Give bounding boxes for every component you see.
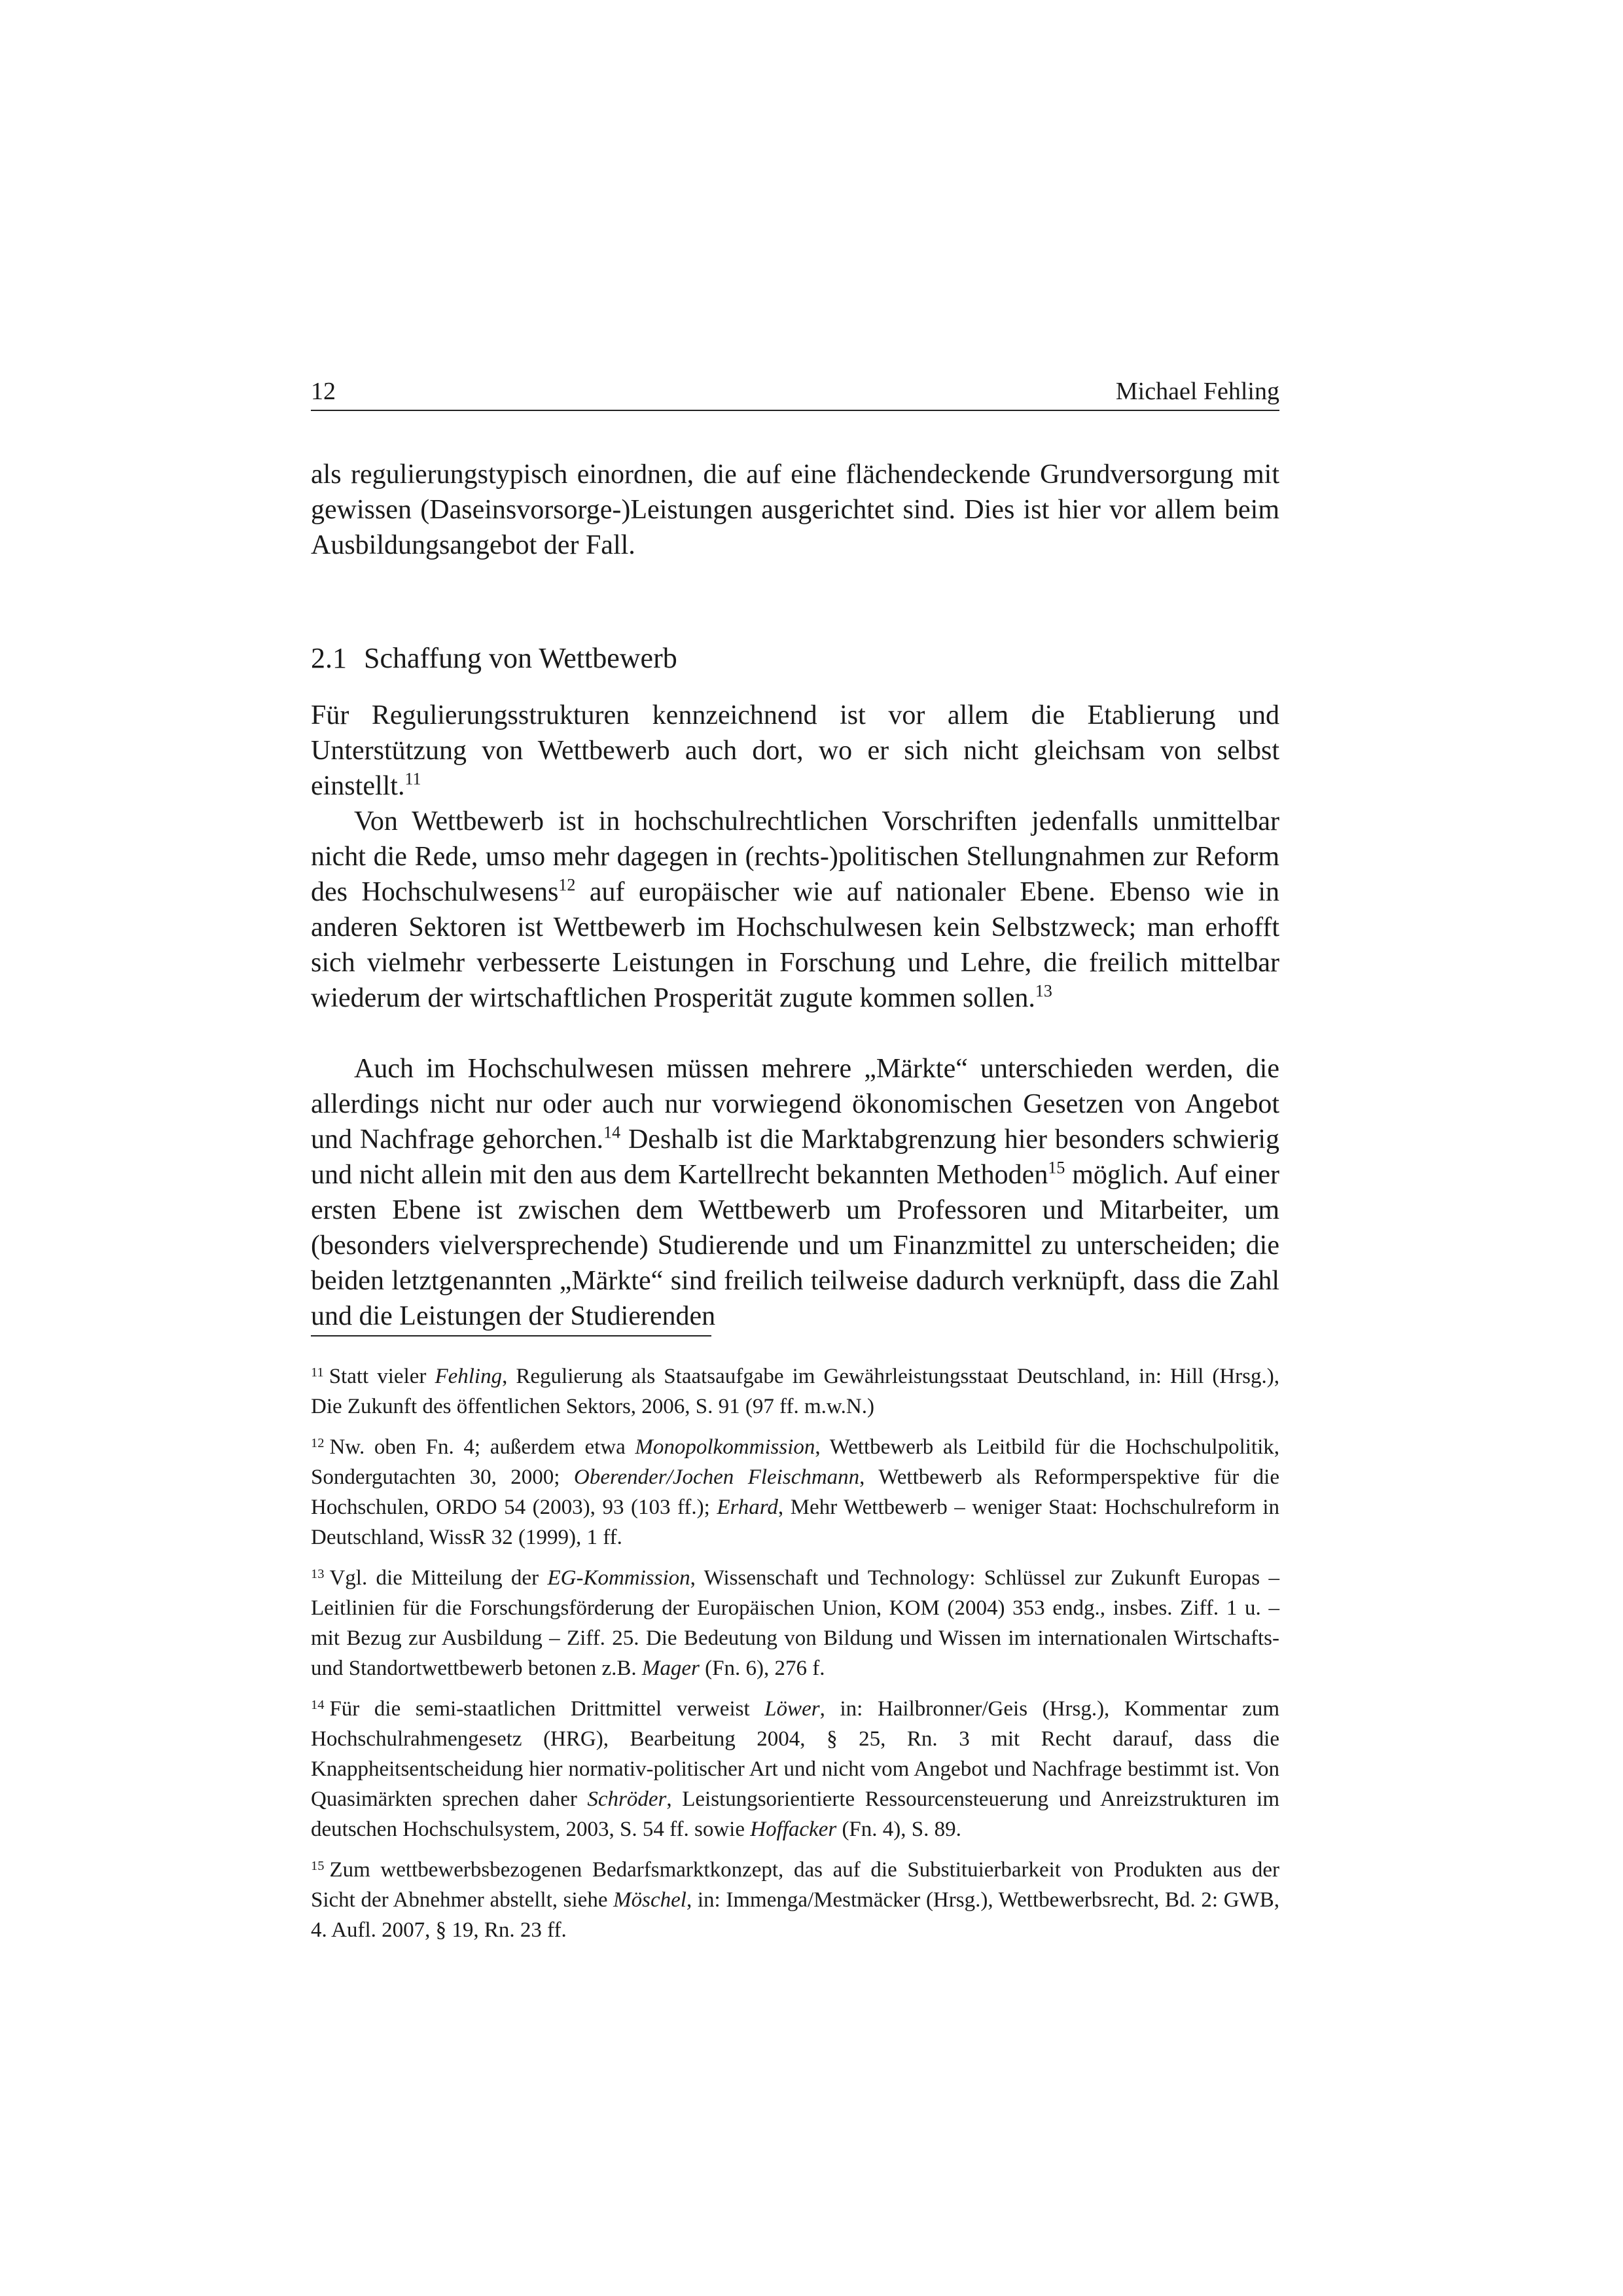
page-number: 12: [311, 378, 336, 405]
footnote-ref-13[interactable]: 13: [1035, 981, 1052, 1001]
author-name: Hoffacker: [750, 1818, 837, 1841]
author-name: Erhard: [717, 1496, 778, 1519]
author-name: Fehling: [435, 1365, 503, 1388]
footnote-text: Statt vieler: [329, 1365, 435, 1388]
footnote-12: [311, 1432, 1279, 1552]
footnote-text: , Wissenschaft und Technology: Schlüssel zur Zukunft Europas – Leitlinien für die Forschungsförderung der Europäischen Union, KOM (2004) 353 endg., insbes. Ziff. 1 u. – mit Bezug zur Ausbildung – Ziff. 25. Die Bedeutung von Bildung und Wissen im internationalen Wirtschafts- und Standortwettbewerb betonen z.B.: [311, 1566, 1279, 1680]
author-name: Mager: [641, 1657, 700, 1680]
footnote-ref-15[interactable]: 15: [1048, 1158, 1065, 1177]
footnote-text: (Fn. 4), S. 89.: [836, 1818, 961, 1841]
footnote-11: [311, 1361, 1279, 1422]
intro-paragraph: als regulierungstypisch einordnen, die auf eine flächendeckende Grundversorgung mit gewissen (Daseinsvorsorge-)Leistungen ausgerichtet sind. Dies ist hier vor allem beim Ausbildungsangebot der Fall.: [311, 459, 1279, 560]
running-head-author: Michael Fehling: [1115, 378, 1279, 405]
author-name: EG-Kommission: [547, 1566, 690, 1590]
footnote-ref-11[interactable]: 11: [404, 769, 421, 789]
paragraph-text: auf europäischer wie auf nationaler Ebene. Ebenso wie in anderen Sektoren ist Wettbewerb im Hochschulwesen kein Selbstzweck; man erhofft sich vielmehr verbesserte Leistungen in Forschung und Lehre, die freilich mittelbar wiederum der wirtschaftlichen Prosperität zugute kommen sollen.: [311, 877, 1280, 1013]
footnote-ref-12[interactable]: 12: [558, 875, 576, 895]
section-heading: [311, 640, 677, 677]
author-name: Löwer: [764, 1697, 820, 1721]
footnote-text: Für die semi-staatlichen Drittmittel verweist: [329, 1697, 765, 1721]
footnote-text: , Wettbewerb als Leitbild für die Hochschulpolitik, Sondergutachten 30, 2000;: [311, 1435, 1279, 1489]
paragraph-3: [311, 1051, 1279, 1334]
footnote-text: , Wettbewerb als Reformperspektive für die Hochschulen, ORDO 54 (2003), 93 (103 ff.);: [311, 1465, 1279, 1519]
footnote-separator: [311, 1335, 711, 1336]
paragraph-text: möglich. Auf einer ersten Ebene ist zwischen dem Wettbewerb um Professoren und Mitarbeiter, um (besonders vielversprechende) Studierende und um Finanzmittel zu unterscheiden; die beiden letztgenannten „Märkte“ sind freilich teilweise dadurch verknüpft, dass die Zahl und die Leistungen der Studierenden: [311, 1160, 1280, 1331]
footnote-number: 11: [311, 1365, 324, 1380]
paragraph-text: Für Regulierungsstrukturen kennzeichnend ist vor allem die Etablierung und Unterstützung von Wettbewerb auch dort, wo er sich nicht gleichsam von selbst einstellt.: [311, 700, 1279, 801]
paragraph-text: Auch im Hochschulwesen müssen mehrere „Märkte“ unterschieden werden, die allerdings nicht nur oder auch nur vorwiegend ökonomischen Gesetzen von Angebot und Nachfrage gehorchen.: [311, 1054, 1279, 1155]
footnote-number: 15: [311, 1858, 325, 1873]
footnote-13: [311, 1563, 1279, 1683]
footnote-ref-14[interactable]: 14: [603, 1122, 621, 1142]
section-title: Schaffung von Wettbewerb: [364, 642, 677, 674]
footnote-text: , in: Immenga/Mestmäcker (Hrsg.), Wettbewerbsrecht, Bd. 2: GWB, 4. Aufl. 2007, § 19, Rn. 23 ff.: [311, 1888, 1279, 1942]
footnote-text: , in: Hailbronner/Geis (Hrsg.), Kommentar zum Hochschulrahmengesetz (HRG), Bearbeitung 2004, § 25, Rn. 3 mit Recht darauf, dass die Knappheitsentscheidung hier normativ-politischer Art und nicht vom Angebot und Nachfrage bestimmt ist. Von Quasimärkten sprechen daher: [311, 1697, 1279, 1811]
footnote-text: , Mehr Wettbewerb – weniger Staat: Hochschulreform in Deutschland, WissR 32 (1999), 1 ff.: [311, 1496, 1279, 1549]
footnote-15: [311, 1855, 1279, 1945]
footnote-number: 12: [311, 1435, 325, 1450]
author-name: Oberender/Jochen Fleischmann: [573, 1465, 860, 1489]
paragraph-1: [311, 698, 1279, 804]
footnote-text: Vgl. die Mitteilung der: [329, 1566, 548, 1590]
author-name: Monopolkommission: [635, 1435, 815, 1459]
footnote-text: Nw. oben Fn. 4; außerdem etwa: [329, 1435, 635, 1459]
footnote-number: 14: [311, 1697, 325, 1712]
author-name: Schröder: [587, 1787, 667, 1811]
paragraph-text: Von Wettbewerb ist in hochschulrechtlichen Vorschriften jedenfalls unmittelbar nicht die Rede, umso mehr dagegen in (rechts-)politischen Stellungnahmen zur Reform des Hochschulwesens: [311, 806, 1279, 907]
footnote-14: [311, 1694, 1279, 1844]
footnote-text: , Leistungsorientierte Ressourcensteuerung und Anreizstrukturen im deutschen Hochschulsystem, 2003, S. 54 ff. sowie: [311, 1787, 1279, 1841]
footnote-text: (Fn. 6), 276 f.: [699, 1657, 825, 1680]
section-number: 2.1: [311, 642, 347, 674]
running-header: [311, 373, 1279, 411]
author-name: Möschel: [613, 1888, 687, 1912]
footnotes: [311, 1361, 1279, 1956]
paragraph-text: Deshalb ist die Marktabgrenzung hier besonders schwierig und nicht allein mit den aus dem Kartellrecht bekannten Methoden: [311, 1124, 1280, 1190]
footnote-text: Zum wettbewerbsbezogenen Bedarfsmarktkonzept, das auf die Substituierbarkeit von Produkten aus der Sicht der Abnehmer abstellt, siehe: [311, 1858, 1279, 1912]
footnote-text: , Regulierung als Staatsaufgabe im Gewährleistungsstaat Deutschland, in: Hill (Hrsg.), Die Zukunft des öffentlichen Sektors, 2006, S. 91 (97 ff. m.w.N.): [311, 1365, 1279, 1418]
footnote-number: 13: [311, 1566, 325, 1581]
paragraph-2: [311, 804, 1279, 1016]
